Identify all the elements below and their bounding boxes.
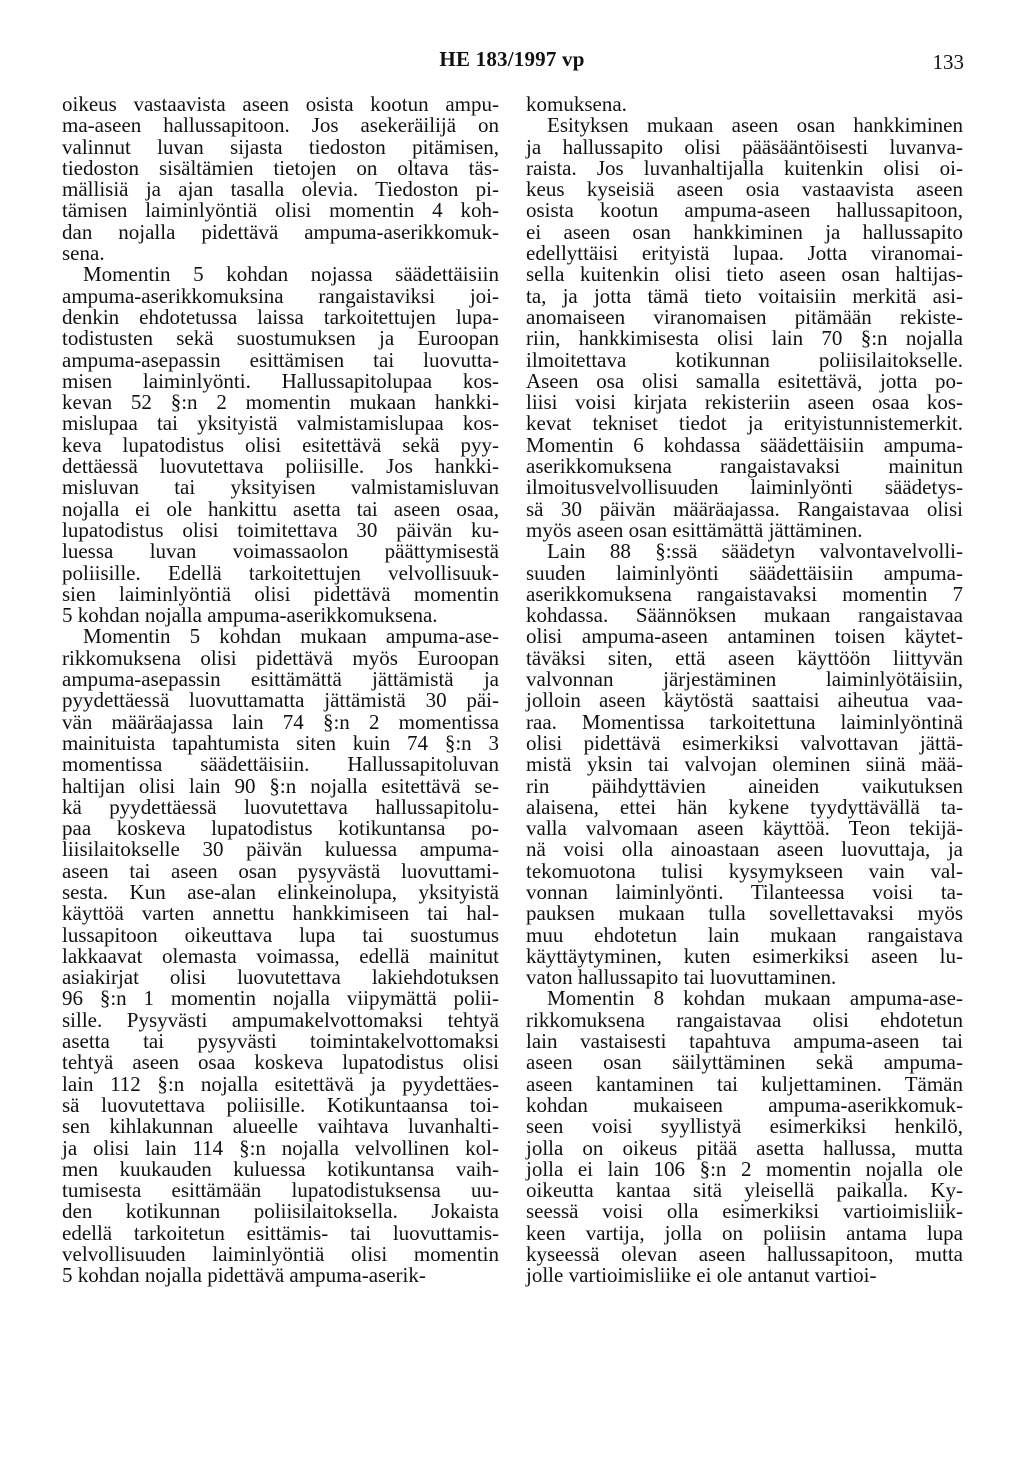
text-line: haltijan olisi lain 90 §:n nojalla esitettävä se- xyxy=(62,773,499,798)
text-line: ilmoitusvelvollisuuden laiminlyönti säädetys- xyxy=(526,475,963,500)
text-line: oikeus vastaavista aseen osista kootun ampu- xyxy=(62,92,499,116)
text-line: keva lupatodistus olisi esitettävä sekä pyy- xyxy=(62,432,499,457)
text-line: ilmoitettava kotikunnan poliisilaitokselle. xyxy=(526,347,963,372)
text-line: sella kuitenkin olisi tieto aseen osan haltijas- xyxy=(526,262,963,287)
text-line: ja hallussapito olisi pääsääntöisesti luvanva- xyxy=(526,134,963,159)
text-line: jolla ei lain 106 §:n 2 momentin nojalla ole xyxy=(526,1156,963,1181)
text-line: kohdassa. Säännöksen mukaan rangaistavaa xyxy=(526,603,963,628)
text-line: anomaiseen viranomaisen pitämään rekiste- xyxy=(526,304,963,329)
text-line: raista. Jos luvanhaltijalla kuitenkin olisi oi- xyxy=(526,155,963,180)
text-line: jolle vartioimisliike ei ole antanut vartioi- xyxy=(526,1263,877,1288)
text-line: valla valvomaan aseen käyttöä. Teon tekijä- xyxy=(526,816,963,841)
text-line: edellä tarkoitetun esittämis- tai luovuttamis- xyxy=(62,1220,499,1245)
text-line: valinnut luvan sijasta tiedoston pitämisen, xyxy=(62,134,499,159)
text-line: Esityksen mukaan aseen osan hankkiminen xyxy=(547,113,963,138)
text-line: dan nojalla pidettävä ampuma-aserikkomuk- xyxy=(62,219,499,244)
text-line: rikkomuksena olisi pidettävä myös Euroopan xyxy=(62,645,499,670)
text-line: nojalla ei ole hankittu asetta tai aseen osaa, xyxy=(62,496,499,521)
text-line: kyseessä olevan aseen hallussapitoon, mutta xyxy=(526,1242,963,1267)
text-line: misluvan tai yksityisen valmistamisluvan xyxy=(62,475,499,500)
text-line: ta, ja jotta tämä tieto voitaisiin merkitä asi- xyxy=(526,283,963,308)
text-line: ampuma-asepassin esittämisen tai luovutta- xyxy=(62,347,499,372)
text-line: oikeutta kantaa sitä yleisellä paikalla. Ky- xyxy=(526,1178,963,1203)
text-line: sille. Pysyvästi ampumakelvottomaksi tehtyä xyxy=(62,1007,499,1032)
text-line: liisi voisi kirjata rekisteriin aseen osaa kos- xyxy=(526,390,963,415)
text-line: vän määräajassa lain 74 §:n 2 momentissa xyxy=(62,709,499,734)
text-line: keus kyseisiä aseen osia vastaavista aseen xyxy=(526,177,963,202)
text-line: sien laiminlyöntiä olisi pidettävä momentin xyxy=(62,581,499,606)
text-line: pyydettäessä luovuttamatta jättämistä 30 päi- xyxy=(62,688,499,713)
text-line: 5 kohdan nojalla ampuma-aserikkomuksena. xyxy=(62,603,438,628)
text-line: misen laiminlyönti. Hallussapitolupaa kos- xyxy=(62,368,499,393)
text-line: ampuma-asepassin esittämättä jättämistä ja xyxy=(62,667,499,692)
text-line: riin, hankkimisesta olisi lain 70 §:n nojalla xyxy=(526,326,963,351)
text-line: tumisesta esittämään lupatodistuksensa uu- xyxy=(62,1178,499,1203)
text-line: aserikkomuksena rangaistavaksi mainitun xyxy=(526,454,963,479)
text-line: lussapitoon oikeuttava lupa tai suostumus xyxy=(62,922,499,947)
text-line: denkin ehdotetussa laissa tarkoitettujen lupa- xyxy=(62,304,499,329)
text-line: momentissa säädettäisiin. Hallussapitoluvan xyxy=(62,752,499,777)
text-line: Momentin 8 kohdan mukaan ampuma-ase- xyxy=(547,986,963,1011)
text-line: mislupaa tai yksityistä valmistamislupaa kos- xyxy=(62,411,499,436)
text-line: myös aseen osan esittämättä jättäminen. xyxy=(526,517,863,542)
text-line: mainituista tapahtumista siten kuin 74 §:n 3 xyxy=(62,730,499,755)
text-line: aseen kantaminen tai kuljettaminen. Tämän xyxy=(526,1071,963,1096)
text-line: 96 §:n 1 momentin nojalla viipymättä polii- xyxy=(62,986,499,1011)
text-line: mistä yksin tai valvojan oleminen siinä mää- xyxy=(526,752,963,777)
text-line: sä 30 päivän määräajassa. Rangaistavaa olisi xyxy=(526,496,963,521)
text-line: poliisille. Edellä tarkoitettujen velvollisuuk- xyxy=(62,560,499,585)
text-line: sesta. Kun ase-alan elinkeinolupa, yksityistä xyxy=(62,879,499,904)
text-line: velvollisuuden laiminlyöntiä olisi momentin xyxy=(62,1242,499,1267)
text-line: lain 112 §:n nojalla esitettävä ja pyydettäes- xyxy=(62,1071,499,1096)
text-line: suuden laiminlyönti säädettäisiin ampuma- xyxy=(526,560,963,585)
page-number: 133 xyxy=(932,50,964,74)
text-line: olisi pidettävä esimerkiksi valvottavan jättä- xyxy=(526,730,963,755)
text-line: ampuma-aserikkomuksina rangaistaviksi joi- xyxy=(62,283,499,308)
text-line: Aseen osa olisi samalla esitettävä, jotta po- xyxy=(526,368,963,393)
text-line: kevat tekniset tiedot ja erityistunnistemerkit. xyxy=(526,411,963,436)
text-line: Lain 88 §:ssä säädetyn valvontavelvolli- xyxy=(547,539,963,564)
text-line: edellyttäisi erityistä lupaa. Jotta viranomai- xyxy=(526,241,963,266)
text-line: aseen tai aseen osan pysyvästä luovuttami- xyxy=(62,858,499,883)
text-line: aserikkomuksena rangaistavaksi momentin 7 xyxy=(526,581,963,606)
text-line: kä pyydettäessä luovutettava hallussapitolu- xyxy=(62,794,499,819)
text-line: seessä voisi olla esimerkiksi vartioimisliik- xyxy=(526,1199,963,1224)
text-line: osista kootun ampuma-aseen hallussapitoon, xyxy=(526,198,963,223)
text-line: lupatodistus olisi toimitettava 30 päivän ku- xyxy=(62,517,499,542)
text-line: rikkomuksena rangaistavaa olisi ehdotetun xyxy=(526,1007,963,1032)
text-line: kevan 52 §:n 2 momentin mukaan hankki- xyxy=(62,390,499,415)
text-line: Momentin 6 kohdassa säädettäisiin ampuma- xyxy=(526,432,963,457)
right-text-column xyxy=(526,94,963,1287)
text-line: ma-aseen hallussapitoon. Jos asekeräilijä on xyxy=(62,113,499,138)
text-line: asiakirjat olisi luovutettava lakiehdotuksen xyxy=(62,965,499,990)
text-line: sen kihlakunnan alueelle vaihtava luvanhalti- xyxy=(62,1114,499,1139)
text-line: paa koskeva lupatodistus kotikuntansa po- xyxy=(62,816,499,841)
text-line: luessa luvan voimassaolon päättymisestä xyxy=(62,539,499,564)
text-line: Momentin 5 kohdan mukaan ampuma-ase- xyxy=(83,624,499,649)
text-line: men kuukauden kuluessa kotikuntansa vaih- xyxy=(62,1156,499,1181)
text-line: alaisena, ettei hän kykene tyydyttävällä ta- xyxy=(526,794,963,819)
text-line: Momentin 5 kohdan nojassa säädettäisiin xyxy=(83,262,499,287)
text-line: jolla on oikeus pitää asetta hallussa, mutta xyxy=(526,1135,963,1160)
text-line: kohdan mukaiseen ampuma-aserikkomuk- xyxy=(526,1092,963,1117)
text-line: raa. Momentissa tarkoitettuna laiminlyöntinä xyxy=(526,709,963,734)
text-line: sä luovutettava poliisille. Kotikuntaansa toi- xyxy=(62,1092,499,1117)
text-line: nä voisi olla ainoastaan aseen luovuttaja, ja xyxy=(526,837,963,862)
text-line: tekomuotona tulisi kysymykseen vain val- xyxy=(526,858,963,883)
running-header: HE 183/1997 vp xyxy=(439,47,585,71)
text-line: jolloin aseen käytöstä saattaisi aiheutua vaa- xyxy=(526,688,963,713)
text-line: tehtyä aseen osaa koskeva lupatodistus olisi xyxy=(62,1050,499,1075)
text-line: pauksen mukaan tulla sovellettavaksi myös xyxy=(526,901,963,926)
text-line: lakkaavat olemasta voimassa, edellä mainitut xyxy=(62,943,499,968)
text-line: tiedoston sisältämien tietojen on oltava täs- xyxy=(62,155,499,180)
text-line: komuksena. xyxy=(526,92,627,116)
text-line: rin päihdyttävien aineiden vaikutuksen xyxy=(526,773,963,798)
text-line: tämisen laiminlyöntiä olisi momentin 4 koh- xyxy=(62,198,499,223)
text-line: dettäessä luovutettava poliisille. Jos hankki- xyxy=(62,454,499,479)
text-line: muu ehdotetun lain mukaan rangaistava xyxy=(526,922,963,947)
text-line: olisi ampuma-aseen antaminen toisen käytet- xyxy=(526,624,963,649)
text-line: käyttöä varten annettu hankkimiseen tai hal- xyxy=(62,901,499,926)
text-line: vonnan laiminlyönti. Tilanteessa voisi ta- xyxy=(526,879,963,904)
text-line: valvonnan järjestäminen laiminlyötäisiin, xyxy=(526,667,963,692)
text-line: aseen osan säilyttäminen sekä ampuma- xyxy=(526,1050,963,1075)
text-line: vaton hallussapito tai luovuttaminen. xyxy=(526,965,837,990)
text-line: mällisiä ja ajan tasalla olevia. Tiedoston pi- xyxy=(62,177,499,202)
text-line: ja olisi lain 114 §:n nojalla velvollinen kol- xyxy=(62,1135,499,1160)
text-line: käyttäytyminen, kuten esimerkiksi aseen lu- xyxy=(526,943,963,968)
text-line: asetta tai pysyvästi toimintakelvottomaksi xyxy=(62,1029,499,1054)
text-line: täväksi siten, että aseen käyttöön liittyvän xyxy=(526,645,963,670)
text-line: 5 kohdan nojalla pidettävä ampuma-aserik- xyxy=(62,1263,426,1288)
text-line: lain vastaisesti tapahtuva ampuma-aseen tai xyxy=(526,1029,963,1054)
text-line: todistusten sekä suostumuksen ja Euroopan xyxy=(62,326,499,351)
text-line: liisilaitokselle 30 päivän kuluessa ampuma- xyxy=(62,837,499,862)
text-line: sena. xyxy=(62,241,105,266)
text-line: keen vartija, jolla on poliisin antama lupa xyxy=(526,1220,963,1245)
text-line: seen voisi syyllistyä esimerkiksi henkilö, xyxy=(526,1114,963,1139)
left-text-column xyxy=(62,94,499,1287)
text-line: den kotikunnan poliisilaitoksella. Jokaista xyxy=(62,1199,499,1224)
text-line: ei aseen osan hankkiminen ja hallussapito xyxy=(526,219,963,244)
